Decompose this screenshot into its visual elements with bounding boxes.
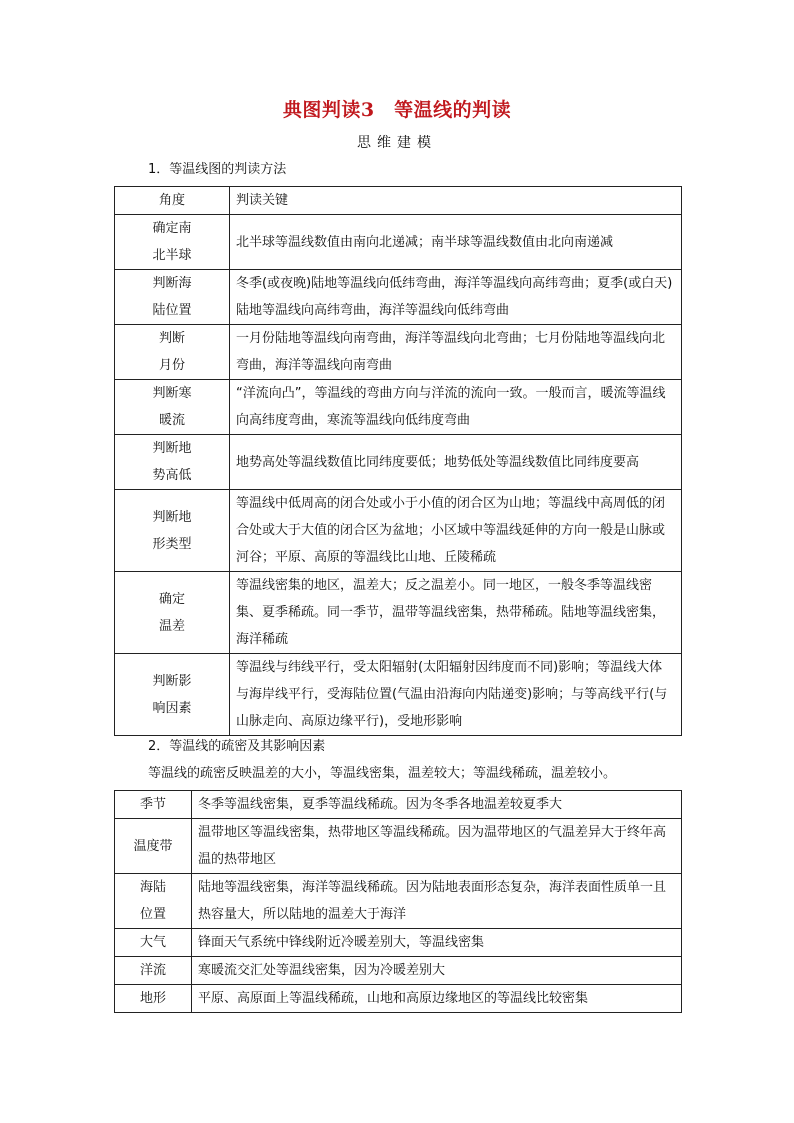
angle-cell	[115, 215, 230, 270]
table-row	[115, 791, 682, 819]
table-row	[115, 325, 682, 380]
key-cell: 等温线与纬线平行，受太阳辐射(太阳辐射因纬度而不同)影响；等温线大体与海岸线平行，受海陆位置(气温由沿海向内陆递变)影响；与等高线平行(与山脉走向、高原边缘平行)，受地形影响	[230, 654, 682, 736]
table-row	[115, 215, 682, 270]
section-subtitle: 思维建模	[357, 135, 437, 151]
table-row	[115, 929, 682, 957]
key-cell: 北半球等温线数值由南向北递减；南半球等温线数值由北向南递减	[230, 215, 682, 270]
description-cell: 平原、高原面上等温线稀疏，山地和高原边缘地区的等温线比较密集	[192, 985, 682, 1013]
angle-cell	[115, 435, 230, 490]
angle-cell	[115, 270, 230, 325]
table-row	[115, 957, 682, 985]
factor-text-line: 地形	[139, 991, 166, 1006]
page-title: 典图判读3 等温线的判读	[282, 99, 512, 121]
table-row	[115, 985, 682, 1013]
angle-text-line: 确定	[158, 591, 185, 607]
factor-text-line: 海陆	[139, 880, 166, 895]
key-cell: 冬季(或夜晚)陆地等温线向低纬弯曲，海洋等温线向高纬弯曲；夏季(或白天)陆地等温线向高纬弯曲，海洋等温线向低纬弯曲	[230, 270, 682, 325]
factor-cell	[115, 874, 192, 929]
key-cell: 等温线密集的地区，温差大；反之温差小。同一地区，一般冬季等温线密集、夏季稀疏。同一季节，温带等温线密集，热带稀疏。陆地等温线密集，海洋稀疏	[230, 572, 682, 654]
key-cell: “洋流向凸”，等温线的弯曲方向与洋流的流向一致。一般而言，暖流等温线向高纬度弯曲，寒流等温线向低纬度弯曲	[230, 380, 682, 435]
key-cell: 等温线中低周高的闭合处或小于小值的闭合区为山地；等温线中高周低的闭合处或大于大值的闭合区为盆地；小区域中等温线延伸的方向一般是山脉或河谷；平原、高原的等温线比山地、丘陵稀疏	[230, 490, 682, 572]
key-cell: 地势高处等温线数值比同纬度要低；地势低处等温线数值比同纬度要高	[230, 435, 682, 490]
factor-text-line: 位置	[139, 907, 166, 922]
table-row	[115, 654, 682, 736]
angle-text-line: 判断寒	[152, 386, 192, 401]
angle-text-line: 形类型	[152, 536, 192, 552]
table-row	[115, 819, 682, 874]
angle-cell	[115, 654, 230, 736]
angle-cell	[115, 380, 230, 435]
angle-cell	[115, 572, 230, 654]
angle-text-line: 暖流	[158, 413, 185, 428]
angle-text-line: 判断海	[152, 276, 192, 291]
key-cell: 一月份陆地等温线向南弯曲，海洋等温线向北弯曲；七月份陆地等温线向北弯曲，海洋等温线向南弯曲	[230, 325, 682, 380]
intro-paragraph: 等温线的疏密反映温差的大小，等温线密集，温差较大；等温线稀疏，温差较小。	[148, 766, 617, 781]
description-cell: 冬季等温线密集，夏季等温线稀疏。因为冬季各地温差较夏季大	[192, 791, 682, 819]
angle-text-line: 确定南	[152, 221, 192, 236]
section-heading-1: 1．等温线图的判读方法	[148, 162, 287, 177]
angle-text-line: 温差	[158, 618, 185, 634]
table-row	[115, 270, 682, 325]
description-cell: 寒暖流交汇处等温线密集，因为冷暖差别大	[192, 957, 682, 985]
angle-text-line: 判断地	[152, 509, 192, 525]
angle-text-line: 势高低	[152, 468, 192, 483]
interpretation-methods-table	[114, 186, 682, 736]
factor-cell	[115, 791, 192, 819]
angle-text-line: 判断影	[152, 673, 192, 689]
table-row	[115, 435, 682, 490]
factor-text-line: 洋流	[139, 963, 166, 978]
column-header-key: 判读关键	[230, 187, 682, 215]
table-row	[115, 380, 682, 435]
factor-cell	[115, 819, 192, 874]
factor-text-line: 大气	[139, 935, 166, 950]
angle-cell	[115, 490, 230, 572]
section-heading-2: 2．等温线的疏密及其影响因素	[148, 739, 326, 754]
factor-cell	[115, 957, 192, 985]
factor-text-line: 季节	[139, 797, 166, 812]
table-row	[115, 572, 682, 654]
factor-cell	[115, 985, 192, 1013]
angle-text-line: 响因素	[152, 700, 192, 716]
description-cell: 温带地区等温线密集，热带地区等温线稀疏。因为温带地区的气温差异大于终年高温的热带地区	[192, 819, 682, 874]
angle-cell	[115, 325, 230, 380]
angle-text-line: 陆位置	[152, 303, 192, 318]
description-cell: 锋面天气系统中锋线附近冷暖差别大，等温线密集	[192, 929, 682, 957]
angle-text-line: 判断地	[152, 441, 192, 456]
factor-cell	[115, 929, 192, 957]
density-factors-table	[114, 790, 682, 1013]
factor-text-line: 温度带	[133, 838, 173, 854]
column-header-angle: 角度	[115, 187, 230, 215]
angle-text-line: 判断	[158, 331, 185, 346]
angle-text-line: 北半球	[152, 248, 192, 263]
angle-text-line: 月份	[158, 358, 185, 373]
table-header-row	[115, 187, 682, 215]
table-row	[115, 490, 682, 572]
table-row	[115, 874, 682, 929]
description-cell: 陆地等温线密集，海洋等温线稀疏。因为陆地表面形态复杂，海洋表面性质单一且热容量大，所以陆地的温差大于海洋	[192, 874, 682, 929]
